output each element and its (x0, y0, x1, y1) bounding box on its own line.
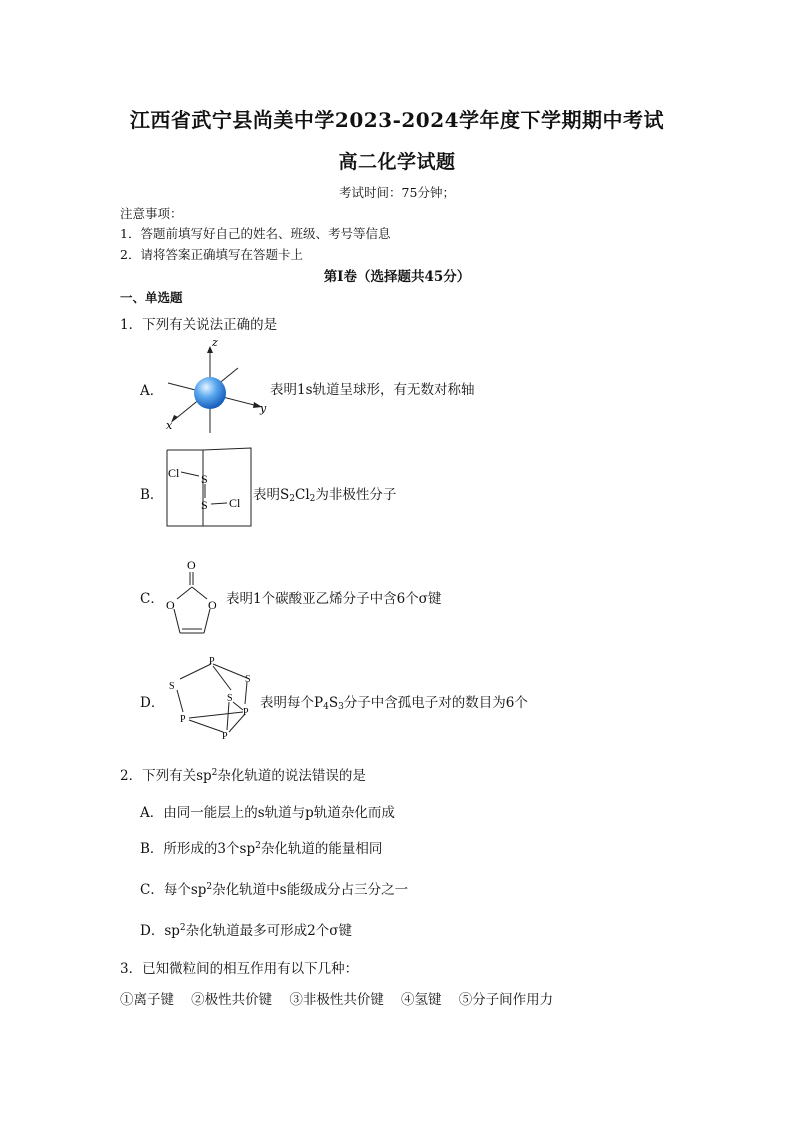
axis-label-z: z (212, 338, 218, 349)
atom-label-p: P (222, 731, 228, 742)
question-3-stem: 3．已知微粒间的相互作用有以下几种： (120, 961, 359, 977)
q2-option-a: A．由同一能层上的s轨道与p轨道杂化而成 (140, 805, 395, 821)
q3-item: ③非极性共价键 (289, 992, 384, 1008)
axis-label-y: y (260, 402, 267, 415)
part-heading: 一、单选题 (120, 290, 183, 305)
p4s3-structure-figure (165, 652, 260, 744)
note-item: 2．请将答案正确填写在答题卡上 (120, 247, 303, 262)
atom-label-o: O (166, 598, 175, 612)
atom-label-s: S (169, 681, 175, 692)
notes-heading: 注意事项： (120, 206, 183, 221)
section-title: 第Ⅰ卷（选择题共45分） (323, 269, 471, 285)
question-2-stem: 2．下列有关$sp^2$杂化轨道的说法错误的是 (120, 768, 366, 784)
q2-option-c: C．每个$sp^2$杂化轨道中s能级成分占三分之一 (140, 882, 409, 898)
exam-subtitle: 高二化学试题 (338, 151, 456, 173)
axis-label-x: x (166, 419, 173, 432)
option-letter: D． (140, 695, 165, 711)
orbital-1s-figure (158, 338, 270, 436)
s2cl2-structure-figure (163, 446, 255, 532)
option-c-text: 表明1个碳酸亚乙烯分子中含6个σ键 (226, 591, 442, 607)
option-b-text: 表明$S_2Cl_2$为非极性分子 (253, 487, 397, 504)
option-letter: B． (140, 487, 164, 503)
q3-items-row (120, 988, 553, 1008)
vinylene-carbonate-figure (160, 557, 226, 639)
q3-item: ④氢键 (401, 992, 442, 1008)
option-d-text: 表明每个$P_4S_3$分子中含孤电子对的数目为6个 (260, 695, 528, 712)
exam-time: 考试时间：75分钟； (339, 185, 455, 200)
option-letter: C． (140, 591, 164, 607)
atom-label-s: S (227, 693, 233, 704)
atom-label-o: O (208, 598, 217, 612)
atom-label-o: O (187, 558, 196, 572)
atom-label-p: P (180, 714, 186, 725)
exam-title: 江西省武宁县尚美中学2023-2024学年度下学期期中考试 (129, 108, 665, 132)
atom-label-cl: Cl (229, 496, 241, 510)
q3-item: ⑤分子间作用力 (458, 992, 554, 1008)
option-a-text: 表明1s轨道呈球形，有无数对称轴 (270, 382, 475, 398)
option-letter: A． (140, 383, 164, 399)
q3-item: ②极性共价键 (191, 992, 273, 1008)
question-1-stem: 1．下列有关说法正确的是 (120, 317, 278, 333)
atom-label-s: S (201, 498, 208, 512)
atom-label-p: P (209, 656, 215, 667)
q2-option-d: D．$sp^2$杂化轨道最多可形成2个σ键 (140, 923, 352, 939)
atom-label-s: S (245, 674, 251, 685)
q2-option-b: B．所形成的3个$sp^2$杂化轨道的能量相同 (140, 841, 383, 857)
q3-item: ①离子键 (120, 992, 174, 1008)
atom-label-p: P (243, 707, 249, 718)
atom-label-s: S (201, 472, 208, 486)
atom-label-cl: Cl (168, 466, 180, 480)
note-item: 1．答题前填写好自己的姓名、班级、考号等信息 (120, 226, 391, 241)
